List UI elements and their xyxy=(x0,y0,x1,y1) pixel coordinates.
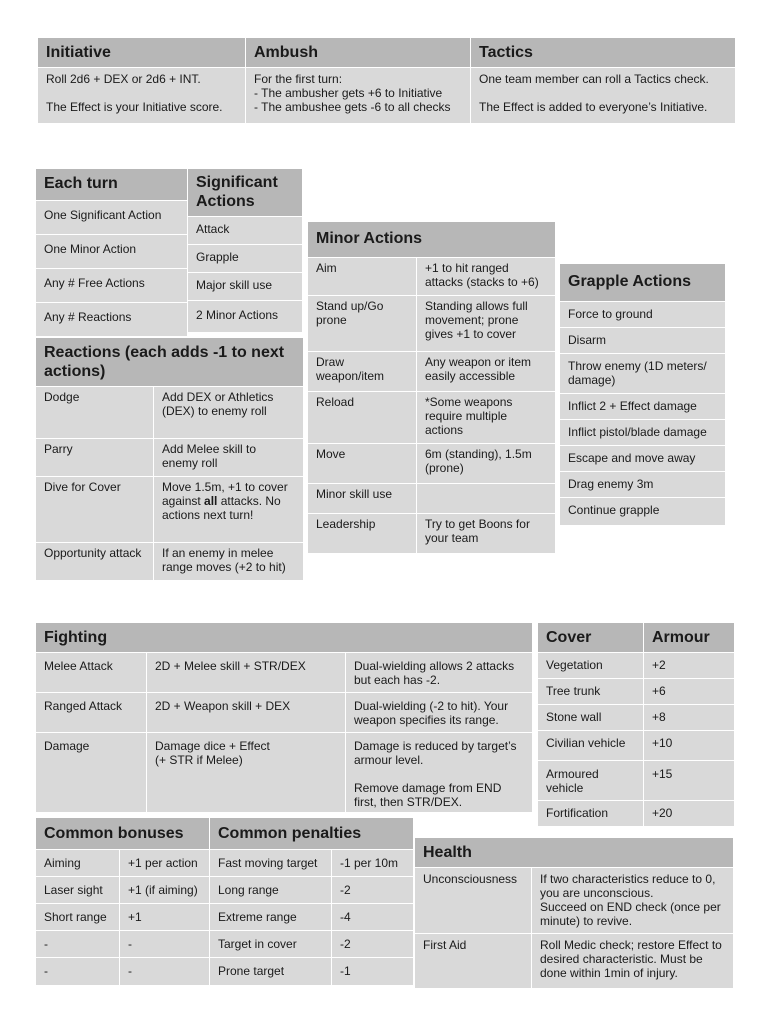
list-item: Force to ground xyxy=(560,302,726,328)
reaction-name: Dodge xyxy=(36,387,154,439)
health-header: Health xyxy=(415,838,734,868)
health-desc: Roll Medic check; restore Effect to desired characteristic. Must be done within 1min of injury. xyxy=(532,934,734,989)
reaction-desc-text: Move 1.5m, +1 to cover against xyxy=(162,480,288,508)
initiative-text: Roll 2d6 + DEX or 2d6 + INT. The Effect is your Initiative score. xyxy=(38,68,246,124)
cover-value: +6 xyxy=(644,679,735,705)
reactions-table xyxy=(35,337,304,581)
ambush-header: Ambush xyxy=(246,38,471,68)
list-item: Major skill use xyxy=(188,273,303,301)
cover-value: +2 xyxy=(644,653,735,679)
minor-action-name: Minor skill use xyxy=(308,484,417,514)
fighting-roll: 2D + Weapon skill + DEX xyxy=(147,693,346,733)
minor-action-name: Aim xyxy=(308,258,417,296)
grapple-actions-table xyxy=(559,263,726,526)
cover-name: Stone wall xyxy=(538,705,644,731)
minor-action-name: Draw weapon/item xyxy=(308,352,417,392)
significant-actions-header: Significant Actions xyxy=(188,169,303,217)
fighting-note: Damage is reduced by target’s armour level. Remove damage from END first, then STR/DEX. xyxy=(346,733,533,813)
list-item: One Minor Action xyxy=(36,235,188,269)
minor-action-name: Leadership xyxy=(308,514,417,554)
minor-actions-header: Minor Actions xyxy=(308,222,556,258)
reaction-name: Opportunity attack xyxy=(36,543,154,581)
fighting-note: Dual-wielding allows 2 attacks but each has -2. xyxy=(346,653,533,693)
tactics-header: Tactics xyxy=(471,38,736,68)
bonus-value: - xyxy=(120,931,210,958)
bonus-name: - xyxy=(36,931,120,958)
cover-table xyxy=(537,622,735,827)
bonus-name: - xyxy=(36,958,120,986)
grapple-actions-header: Grapple Actions xyxy=(560,264,726,302)
initiative-header: Initiative xyxy=(38,38,246,68)
minor-action-desc: *Some weapons require multiple actions xyxy=(417,392,556,444)
cover-name: Armoured vehicle xyxy=(538,761,644,801)
fighting-header: Fighting xyxy=(36,623,533,653)
bonuses-header: Common bonuses xyxy=(36,818,210,850)
ambush-text: For the first turn: - The ambusher gets +6 to Initiative - The ambushee gets -6 to all checks xyxy=(246,68,471,124)
minor-action-name: Move xyxy=(308,444,417,484)
penalty-name: Fast moving target xyxy=(210,850,332,877)
tactics-text: One team member can roll a Tactics check. The Effect is added to everyone’s Initiative. xyxy=(471,68,736,124)
list-item: Any # Free Actions xyxy=(36,269,188,303)
bonus-name: Laser sight xyxy=(36,877,120,904)
reaction-desc: If an enemy in melee range moves (+2 to hit) xyxy=(154,543,304,581)
minor-actions-table xyxy=(307,221,556,554)
minor-action-name: Stand up/Go prone xyxy=(308,296,417,352)
cover-value: +15 xyxy=(644,761,735,801)
minor-action-name: Reload xyxy=(308,392,417,444)
list-item: Inflict 2 + Effect damage xyxy=(560,394,726,420)
minor-action-desc: Any weapon or item easily accessible xyxy=(417,352,556,392)
penalty-value: -2 xyxy=(332,877,414,904)
significant-actions-table xyxy=(187,168,303,333)
minor-action-desc: Try to get Boons for your team xyxy=(417,514,556,554)
cover-value: +10 xyxy=(644,731,735,761)
reaction-desc: Add Melee skill to enemy roll xyxy=(154,439,304,477)
bonus-name: Short range xyxy=(36,904,120,931)
minor-action-desc: +1 to hit ranged attacks (stacks to +6) xyxy=(417,258,556,296)
fighting-note: Dual-wielding (-2 to hit). Your weapon specifies its range. xyxy=(346,693,533,733)
each-turn-header: Each turn xyxy=(36,169,188,201)
list-item: Drag enemy 3m xyxy=(560,472,726,498)
cover-name: Vegetation xyxy=(538,653,644,679)
minor-action-desc xyxy=(417,484,556,514)
bonus-value: +1 per action xyxy=(120,850,210,877)
penalty-name: Extreme range xyxy=(210,904,332,931)
penalty-value: -4 xyxy=(332,904,414,931)
bonus-name: Aiming xyxy=(36,850,120,877)
penalty-name: Target in cover xyxy=(210,931,332,958)
bonuses-penalties-table xyxy=(35,817,414,986)
health-table xyxy=(414,837,734,989)
fighting-name: Damage xyxy=(36,733,147,813)
fighting-roll: 2D + Melee skill + STR/DEX xyxy=(147,653,346,693)
reaction-name: Parry xyxy=(36,439,154,477)
health-name: Unconsciousness xyxy=(415,868,532,934)
reactions-header: Reactions (each adds -1 to next actions) xyxy=(36,338,304,387)
fighting-name: Melee Attack xyxy=(36,653,147,693)
list-item: Disarm xyxy=(560,328,726,354)
penalty-name: Long range xyxy=(210,877,332,904)
penalty-value: -1 per 10m xyxy=(332,850,414,877)
health-desc: If two characteristics reduce to 0, you are unconscious. Succeed on END check (once per minute) to revive. xyxy=(532,868,734,934)
cover-name: Civilian vehicle xyxy=(538,731,644,761)
list-item: Continue grapple xyxy=(560,498,726,526)
fighting-name: Ranged Attack xyxy=(36,693,147,733)
cover-header: Cover xyxy=(538,623,644,653)
each-turn-table xyxy=(35,168,188,337)
minor-action-desc: Standing allows full movement; prone gives +1 to cover xyxy=(417,296,556,352)
list-item: Escape and move away xyxy=(560,446,726,472)
fighting-table xyxy=(35,622,533,813)
reaction-desc xyxy=(154,477,304,543)
penalty-value: -2 xyxy=(332,931,414,958)
cover-name: Fortification xyxy=(538,801,644,827)
bonus-value: +1 (if aiming) xyxy=(120,877,210,904)
minor-action-desc: 6m (standing), 1.5m (prone) xyxy=(417,444,556,484)
penalties-header: Common penalties xyxy=(210,818,414,850)
bonus-value: +1 xyxy=(120,904,210,931)
reaction-name: Dive for Cover xyxy=(36,477,154,543)
reaction-desc: Add DEX or Athletics (DEX) to enemy roll xyxy=(154,387,304,439)
armour-header: Armour xyxy=(644,623,735,653)
fighting-roll: Damage dice + Effect (+ STR if Melee) xyxy=(147,733,346,813)
list-item: Throw enemy (1D meters/ damage) xyxy=(560,354,726,394)
reaction-desc-text: attacks. No actions next turn! xyxy=(162,494,281,522)
list-item: Attack xyxy=(188,217,303,245)
bonus-value: - xyxy=(120,958,210,986)
initiative-table xyxy=(37,37,736,124)
cover-name: Tree trunk xyxy=(538,679,644,705)
list-item: Any # Reactions xyxy=(36,303,188,337)
cover-value: +8 xyxy=(644,705,735,731)
list-item: Grapple xyxy=(188,245,303,273)
list-item: Inflict pistol/blade damage xyxy=(560,420,726,446)
penalty-value: -1 xyxy=(332,958,414,986)
health-name: First Aid xyxy=(415,934,532,989)
cover-value: +20 xyxy=(644,801,735,827)
list-item: 2 Minor Actions xyxy=(188,301,303,333)
penalty-name: Prone target xyxy=(210,958,332,986)
list-item: One Significant Action xyxy=(36,201,188,235)
reaction-desc-emphasis: all xyxy=(204,494,218,508)
